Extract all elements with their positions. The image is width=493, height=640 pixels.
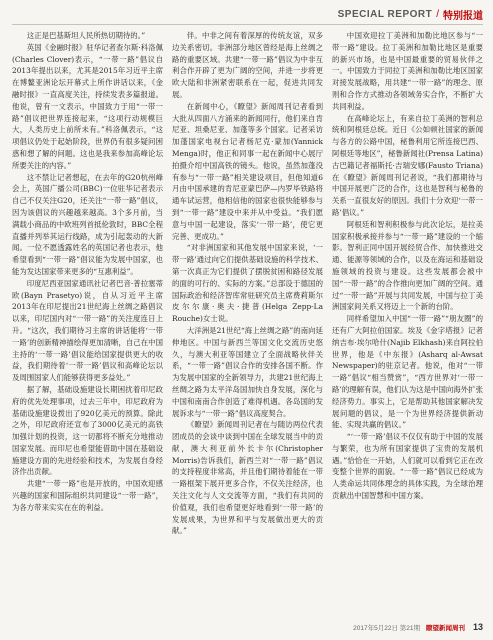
paragraph: 这不禁让记者想起，在去年的G20杭州峰会上，英国广播公司(BBC)一位驻华记者表示自己不仅关注G20，还关注“一带一路”倡议，因为该倡议的兴趣越来越高。3个多月前，当满载小商品的中欧班列首抵伦敦时，BBC全程直播并列举其运行线路，成为引起轰动的大新闻。一位不愿透露姓名的英国记者也表示，他希望看到“一带一路”倡议能为发展中国家，也能为发达国家带来更多的“互惠利益”。: [12, 172, 163, 276]
paragraph: 中国欢迎拉丁美洲和加勒比地区参与“一带一路”建设。拉丁美洲和加勒比地区是重要的新兴市场，也是中国最重要的贸易伙伴之一。中国致力于同拉丁美洲和加勒比地区国家对接发展战略，用共建“一带一路”的理念、原则和合作方式推动各领域务实合作，不断扩大共同利益。: [332, 31, 483, 111]
magazine-name: 瞭望新闻周刊: [425, 624, 465, 632]
paragraph: 同样希望加入中国“一带一路”“朋友圈”的还有广大阿拉伯国家。埃及《金字塔报》记者纳吉布·埃尔哈什(Najib Elkhash)来自阿拉伯世界，他是《中东报》(Asharq al-Awsat Newspaper)的驻京记者。他说，他对“一带一路”倡议“相当赞赏”，“西方世界对‘一带一路’的理解有误，他们认为这是中国向海外扩张经济势力。事实上，它是帮助其他国家解决发展问题的倡议，是一个为世界经济提供新动能、实现共赢的倡议。”: [332, 314, 483, 430]
section-title-en: SPECIAL REPORT: [337, 8, 433, 20]
paragraph: 英国《金融时报》驻华记者查尔斯·科洛佩(Charles Clover)表示，“一带一路”倡议自2013年提出以来，尤其是2015年习近平主席在博鳌亚洲论坛开幕式上所作讲话以来，《金融时报》一直高度关注，持续发表多篇报道。他说，曾有一文表示，中国致力于用“一带一路”倡议把世界连接起来，“这项行动规模巨大，人类历史上前所未有。”科洛佩表示，“这项倡议仍处于起始阶段，世界仍有很多疑问困惑和想了解的问题。这也是我来参加高峰论坛所要关注的内容。”: [12, 42, 163, 170]
issue-date: 2017年5月22日 第21期: [353, 624, 420, 632]
paragraph: 大洋洲是21世纪“海上丝绸之路”的南向延伸地区。中国与新西兰等国文化交流历史悠久，与澳大利亚等国建立了全面战略伙伴关系，“一带一路”倡议合作的安排各国不断。作为发展中国家的全新领导力，共建21世纪海上丝绸之路为太平洋岛国加快自身发展，深化与中国和南南合作创造了难得机遇。各岛国的发展诉求与“一带一路”倡议高度契合。: [172, 325, 323, 418]
paragraph: 印度尼西亚国家通讯社记者巴音·普拉塞蒂欧(Bayn Prasetyo)说，自从习近平主席2013年在印尼提出21世纪海上丝绸之路倡议以来，印尼国内对“一带一路”的关注度连日上升。“这次，我们期待习主席的讲话能将‘一带一路’的创新精神描绘得更加清晰，自己在中国主持的‘一带一路’倡议能给国家提供更大的收益，我们期待着‘一带一路’倡议和高峰论坛以及周围国家人们能够获得更多益处。”: [12, 278, 163, 383]
paragraph: 阿根廷和智利积极参与此次论坛，是拉美国家积极承接并参与“一带一路”建设的一个缩影。智利正同中国开展经贸合作、加快推进交通、能源等领域的合作，以及在海运和基础设施领域的投资与建设。这些发展都会被中国“一带一路”的合作推向更加广阔的空间。通过“一带一路”开展与共同发展，中国与拉丁美洲国家间关系又将迈上一个新的台阶。: [332, 219, 483, 312]
page-footer: [353, 622, 483, 632]
article-body: [12, 30, 483, 608]
article-column-3: [332, 30, 483, 608]
paragraph: “‘一带一路’倡议不仅仅有助于中国的发展与繁荣，也为所有国家提供了宝贵的发展机遇。”恰恰在一开始，人们就可以看到它正在改变整个世界的面貌。“一带一路”倡议已经成为人类命运共同体理念的具体实践，为全球治理贡献出中国智慧和中国方案。: [332, 432, 483, 501]
paragraph: 《瞭望》新闻周刊记者在与随访两位代表团成员的会谈中谈到中国在全球发展当中的贡献，澳大利亚前外长卡尔(Christopher Morris)告诉我们，新西兰对“一带一路”倡议的支持程度非常高，并且他们期待着能在一带一路框架下展开更多合作，不仅关注经济，也关注文化与人文交流等方面，“我们有共同的价值观，我们也希望更好地看到‘一带一路’的发展成果，为世界和平与发展做出更大的贡献。”: [172, 420, 323, 536]
page-number: 13: [472, 622, 483, 632]
article-column-2: [172, 30, 323, 608]
paragraph: 共建“一带一路”也是开放的，中国欢迎感兴趣的国家和国际组织共同建设“一带一路”，为各方带来实实在在的利益。: [12, 479, 163, 512]
section-separator: /: [436, 8, 439, 20]
header-rule: [12, 24, 483, 25]
paragraph: 在新闻中心，《瞭望》新闻周刊记者看到大批从四面八方涌来的新闻同行，他们来自肯尼亚、坦桑尼亚、加蓬等多个国家。记者采访加蓬国家电视台记者杨尼克·蒙加(Yannick Menga)时，他正和同事一起在新闻中心展厅拍摄介绍中国高铁的镜头。他说，虽然加蓬没有参与“一带一路”相关建设项目，但他知道6月由中国承建的肯尼亚蒙巴萨—内罗毕铁路将通车试运营，他相信他的国家也很快能够参与到“一带一路”建设中来并从中受益。“我们愿意与中国一起建设，落实‘一带一路’，使它更完善、更成功。”: [172, 101, 323, 241]
paragraph: 在高峰论坛上，有来自拉丁美洲的智利总统和阿根廷总统。近日《公如顿社国家的新闻与各方的公路中国，秘鲁利用它所连接巴西、阿根廷等地区”，秘鲁新闻社(Prensa Latina)古巴籍记者福斯托·吉瑞安娜(Fausto Triana)在《瞭望》新闻周刊记者说，“我们都期待与中国开展更广泛的合作，这也是智利与秘鲁的关系一直很友好的原因。我们十分欢迎‘一带一路’倡议。”: [332, 113, 483, 217]
paragraph: “对非洲国家和其他发展中国家来说，‘一带一路’通过向它们提供基础设施的科学技术、第一次真正为它们提供了摆脱贫困和路径发展的面的可行的、实际的方案。”总部设于德国的国际政治和经济智库常驻研究员主席费莉斯尔皮尔尔康·奥夫·捷普(Helga Zepp-La Rouche)女士说。: [172, 243, 323, 324]
section-title-zh: 特别报道: [443, 10, 483, 22]
section-header: [338, 6, 483, 22]
paragraph: 这正是巴基斯坦人民所热切期待的。”: [26, 31, 146, 40]
article-column-1: [12, 30, 163, 608]
paragraph: 据了解，基础设施建设长期困扰着印尼政府的优先处理事项，过去三年中，印尼政府为基础设施建设拨出了920亿美元的预算。除此之外，印尼政府还宣布了3000亿美元的高铁加强计划的投资，这一切都将不断充分地推动国家发展。而印尼也希望能借助中国在基础设施建设方面的先进经验和技术，为发展自身经济作出贡献。: [12, 384, 163, 477]
paragraph: 伴。中非之间有着深厚的传统友谊，双多边关系密切。非洲部分地区曾经是海上丝绸之路的重要区域。共建“一带一路”倡议为中非互利合作开辟了更为广阔的空间，并进一步将更欧大陆和非洲紧密联系在一起，促进共同发展。: [172, 31, 323, 99]
